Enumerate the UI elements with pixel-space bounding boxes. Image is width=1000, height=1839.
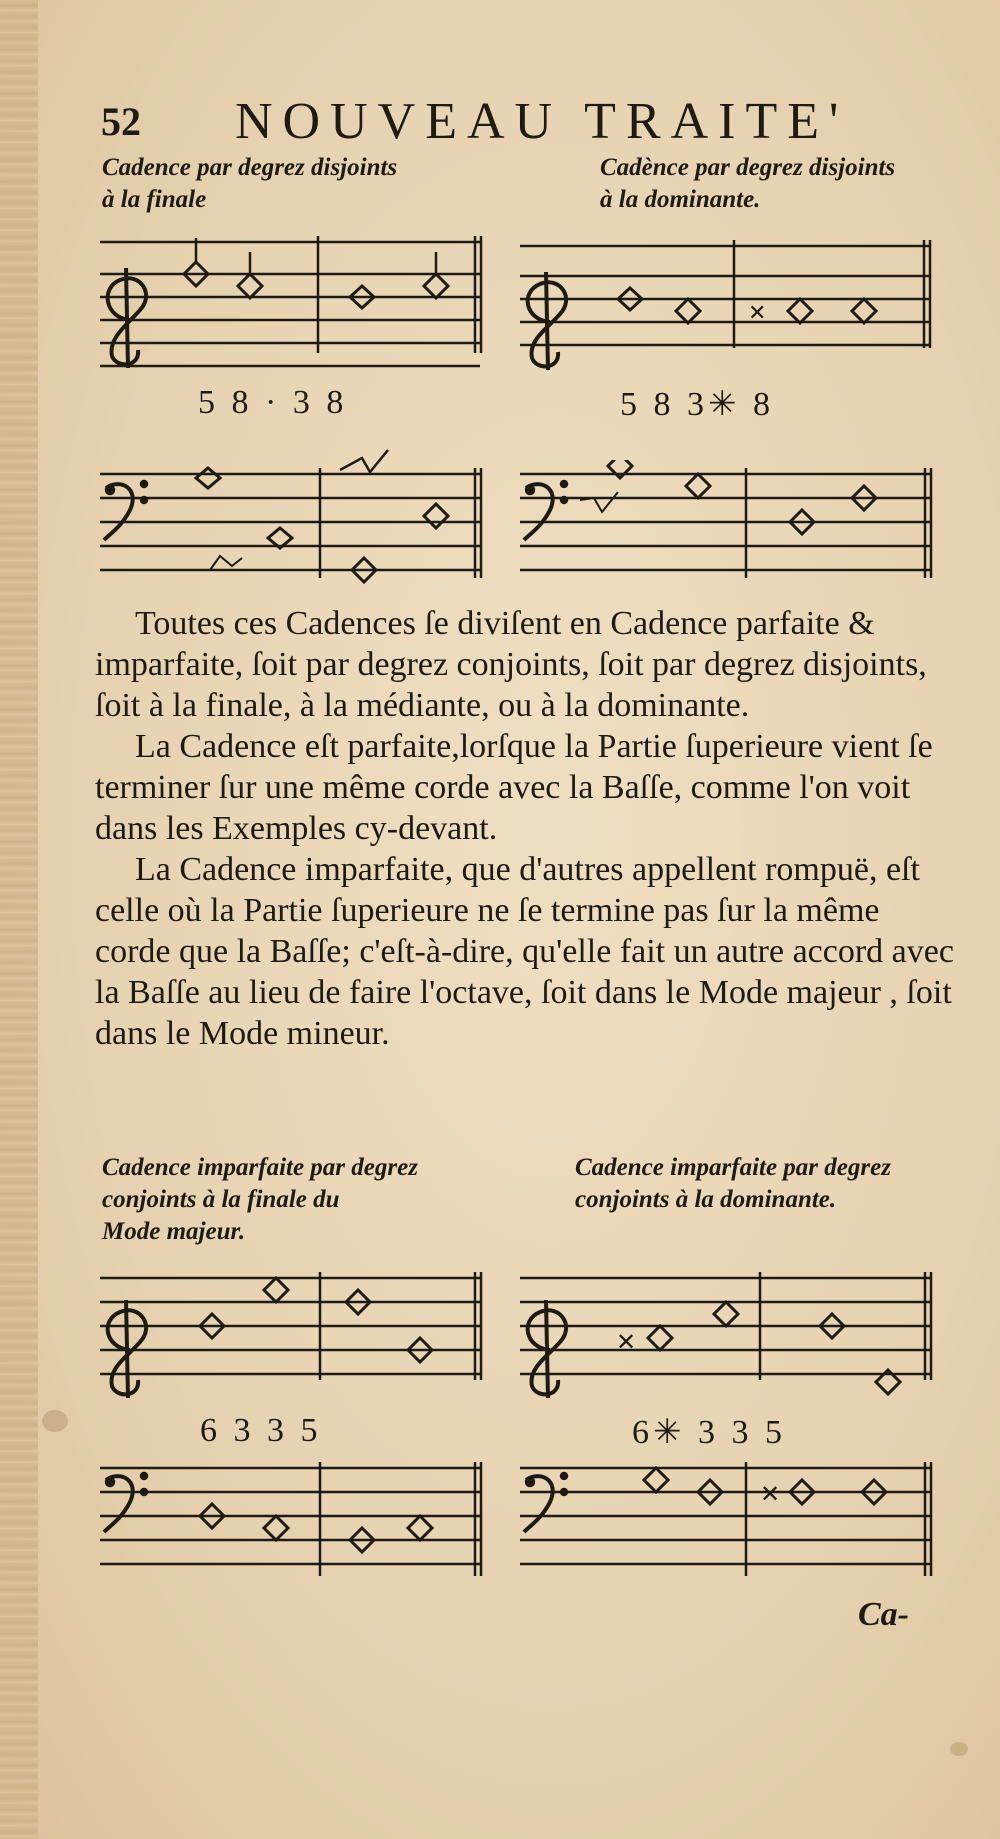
svg-text:✕: ✕ [760, 1480, 781, 1508]
paper-stain [950, 1742, 968, 1756]
bass-staff-right [520, 460, 940, 590]
bass-staff-left-2 [100, 1458, 485, 1588]
paragraph-2: La Cadence eſt parfaite,lorſque la Partie ſuperieure vient ſe terminer ſur une même corde avec la Baſſe, comme l'on voit dans les Exemples cy-devant. [95, 728, 933, 847]
svg-text:✕: ✕ [748, 301, 767, 326]
page-number: 52 [101, 99, 141, 144]
page-gutter [0, 0, 38, 1839]
bass-staff-right-2 [520, 1458, 940, 1588]
treble-staff-right-2 [520, 1268, 940, 1408]
page-header [95, 92, 895, 152]
paragraph-3: La Cadence imparfaite, que d'autres appellent rompuë, eſt celle où la Partie ſuperieure ne ſe termine pas ſur la même corde que la Baſſe; c'eſt-à-dire, qu'elle fait un autre accord avec la Baſſe au lieu de faire l'octave, ſoit dans le Mode majeur , ſoit dans le Mode mineur. [95, 851, 954, 1052]
svg-text:✕: ✕ [616, 1328, 637, 1356]
body-text [95, 603, 955, 1054]
figured-bass-2: 5 8 3✳ 8 [620, 386, 774, 423]
figured-bass-4: 6✳ 3 3 5 [632, 1414, 786, 1451]
figured-bass-3: 6 3 3 5 [200, 1412, 322, 1449]
example-caption-3: Cadence imparfaite par degrez conjoints à la finale du Mode majeur. [102, 1154, 418, 1245]
paper-stain [42, 1410, 68, 1432]
example-caption-1: Cadence par degrez disjoints à la finale [102, 154, 398, 213]
example-caption-2: Cadènce par degrez disjoints à la dominante. [600, 154, 896, 213]
running-title: NOUVEAU TRAITE' [235, 93, 849, 150]
paragraph-1: Toutes ces Cadences ſe diviſent en Cadence parfaite & imparfaite, ſoit par degrez conjoints, ſoit par degrez disjoints, ſoit à la finale, à la médiante, ou à la dominante. [95, 605, 927, 724]
bass-staff-left [100, 448, 485, 590]
treble-staff-left [100, 228, 485, 378]
treble-staff-right [520, 236, 940, 376]
catchword: Ca- [858, 1596, 909, 1633]
figured-bass-1: 5 8 · 3 8 [198, 384, 348, 421]
example-caption-4: Cadence imparfaite par degrez conjoints à la dominante. [575, 1154, 891, 1213]
treble-staff-left-2 [100, 1268, 485, 1408]
